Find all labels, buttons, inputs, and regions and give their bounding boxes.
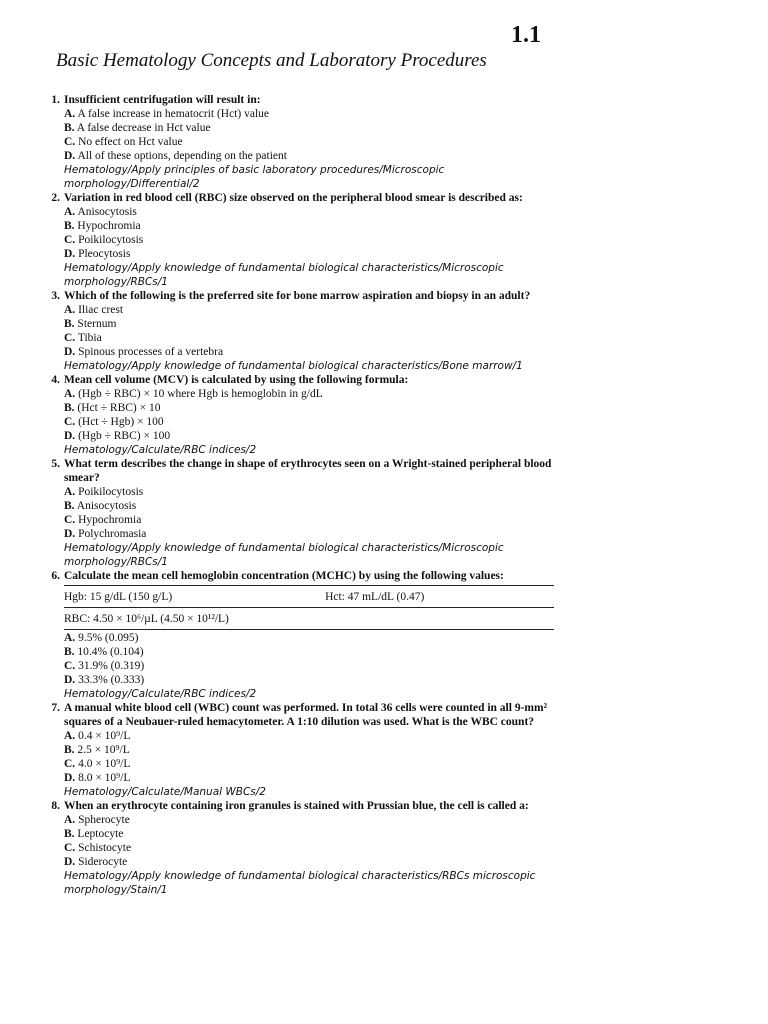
option-letter: C. [64, 416, 76, 428]
option-text: A false decrease in Hct value [76, 122, 211, 134]
option-letter: C. [64, 136, 76, 148]
question-item [40, 93, 560, 191]
value-hct: Hct: 47 mL/dL (0.47) [255, 586, 554, 608]
answer-option [64, 415, 560, 429]
question-item [40, 289, 560, 373]
option-letter: B. [64, 318, 75, 330]
question-stem: Mean cell volume (MCV) is calculated by using the following formula: [64, 374, 409, 386]
question-item [40, 191, 560, 289]
option-letter: A. [64, 632, 76, 644]
answer-option [64, 757, 560, 771]
answer-option [64, 135, 560, 149]
option-text: Spherocyte [78, 814, 130, 826]
answer-option [64, 205, 560, 219]
question-body [64, 799, 560, 897]
option-text: 10.4% (0.104) [77, 646, 144, 658]
option-text: (Hct ÷ Hgb) × 100 [78, 416, 164, 428]
option-letter: D. [64, 674, 76, 686]
option-text: 2.5 × 10⁹/L [77, 744, 130, 756]
option-text: A false increase in hematocrit (Hct) value [77, 108, 270, 120]
option-letter: D. [64, 248, 76, 260]
option-letter: C. [64, 514, 76, 526]
option-letter: D. [64, 772, 76, 784]
question-category: Hematology/Apply knowledge of fundamental biological characteristics/RBCs microscopic morphology/Stain/1 [64, 870, 536, 896]
question-body [64, 701, 560, 799]
answer-option [64, 317, 560, 331]
option-text: Iliac crest [78, 304, 124, 316]
option-letter: B. [64, 828, 75, 840]
option-text: Poikilocytosis [78, 234, 144, 246]
option-text: 33.3% (0.333) [78, 674, 145, 686]
option-text: Leptocyte [77, 828, 124, 840]
answer-option [64, 527, 560, 541]
answer-option [64, 303, 560, 317]
answer-option [64, 121, 560, 135]
question-body [64, 569, 560, 701]
option-text: Poikilocytosis [78, 486, 144, 498]
question-category: Hematology/Apply knowledge of fundamental biological characteristics/Microscopic morphology/RBCs/1 [64, 262, 504, 288]
answer-option [64, 485, 560, 499]
option-letter: C. [64, 660, 76, 672]
option-text: 0.4 × 10⁹/L [78, 730, 131, 742]
option-text: 31.9% (0.319) [78, 660, 145, 672]
option-letter: C. [64, 332, 76, 344]
option-text: Pleocytosis [78, 248, 131, 260]
option-text: 4.0 × 10⁹/L [78, 758, 131, 770]
question-item [40, 569, 560, 701]
question-list [40, 93, 560, 897]
answer-option [64, 827, 560, 841]
section-number: 1.1 [511, 22, 541, 48]
question-body [64, 191, 560, 289]
option-text: Schistocyte [78, 842, 132, 854]
option-letter: A. [64, 814, 76, 826]
option-letter: A. [64, 108, 76, 120]
answer-option [64, 387, 560, 401]
option-text: Anisocytosis [76, 500, 137, 512]
answer-option [64, 771, 560, 785]
question-body [64, 457, 560, 569]
option-letter: B. [64, 220, 75, 232]
question-number: 5. [51, 458, 60, 470]
option-letter: A. [64, 730, 76, 742]
question-body [64, 289, 560, 373]
option-letter: B. [64, 646, 75, 658]
question-number: 1. [51, 94, 60, 106]
option-text: (Hgb ÷ RBC) × 10 where Hgb is hemoglobin in g/dL [78, 388, 323, 400]
option-text: Siderocyte [78, 856, 128, 868]
answer-option [64, 331, 560, 345]
option-letter: B. [64, 402, 75, 414]
answer-option [64, 219, 560, 233]
answer-option [64, 345, 560, 359]
question-stem: What term describes the change in shape of erythrocytes seen on a Wright-stained peripheral blood smear? [64, 458, 552, 484]
answer-option [64, 107, 560, 121]
page-title: Basic Hematology Concepts and Laboratory Procedures [56, 50, 487, 71]
option-text: 8.0 × 10⁹/L [78, 772, 131, 784]
option-letter: C. [64, 842, 76, 854]
answer-option [64, 499, 560, 513]
question-number: 6. [51, 570, 60, 582]
question-stem: Insufficient centrifugation will result in: [64, 94, 261, 106]
option-text: (Hgb ÷ RBC) × 100 [78, 430, 171, 442]
value-hgb: Hgb: 15 g/dL (150 g/L) [64, 586, 255, 608]
option-text: Tibia [77, 332, 102, 344]
option-text: Hypochromia [77, 220, 141, 232]
answer-option [64, 813, 560, 827]
question-category: Hematology/Apply knowledge of fundamental biological characteristics/Microscopic morphology/RBCs/1 [64, 542, 504, 568]
answer-option [64, 659, 560, 673]
option-letter: A. [64, 206, 76, 218]
option-letter: B. [64, 500, 75, 512]
option-letter: C. [64, 758, 76, 770]
option-letter: D. [64, 528, 76, 540]
answer-option [64, 513, 560, 527]
option-text: Polychromasia [78, 528, 147, 540]
option-text: No effect on Hct value [78, 136, 183, 148]
value-rbc: RBC: 4.50 × 10⁶/µL (4.50 × 10¹²/L) [64, 608, 554, 630]
answer-option [64, 841, 560, 855]
question-category: Hematology/Apply knowledge of fundamental biological characteristics/Bone marrow/1 [64, 360, 523, 372]
question-number: 4. [51, 374, 60, 386]
answer-option [64, 149, 560, 163]
question-stem: A manual white blood cell (WBC) count was performed. In total 36 cells were counted in all 9-mm² squares of a Neubauer-ruled hemacytometer. A 1:10 dilution was used. What is the WBC count? [64, 702, 548, 728]
question-number: 7. [51, 702, 60, 714]
option-letter: C. [64, 234, 76, 246]
option-letter: A. [64, 304, 76, 316]
question-stem: Variation in red blood cell (RBC) size observed on the peripheral blood smear is described as: [64, 192, 523, 204]
answer-option [64, 855, 560, 869]
question-number: 8. [51, 800, 60, 812]
option-text: Sternum [77, 318, 117, 330]
question-body [64, 93, 560, 191]
option-letter: D. [64, 150, 76, 162]
option-text: All of these options, depending on the patient [77, 150, 287, 162]
question-item [40, 799, 560, 897]
question-stem: Which of the following is the preferred site for bone marrow aspiration and biopsy in an adult? [64, 290, 531, 302]
question-number: 2. [51, 192, 60, 204]
question-category: Hematology/Calculate/RBC indices/2 [64, 688, 257, 700]
option-letter: A. [64, 388, 76, 400]
answer-option [64, 645, 560, 659]
question-category: Hematology/Calculate/RBC indices/2 [64, 444, 257, 456]
question-category: Hematology/Apply principles of basic laboratory procedures/Microscopic morphology/Differential/2 [64, 164, 445, 190]
option-letter: A. [64, 486, 76, 498]
option-text: Anisocytosis [77, 206, 137, 218]
option-text: (Hct ÷ RBC) × 10 [77, 402, 161, 414]
question-number: 3. [51, 290, 60, 302]
question-category: Hematology/Calculate/Manual WBCs/2 [64, 786, 266, 798]
answer-option [64, 743, 560, 757]
option-letter: D. [64, 430, 76, 442]
answer-option [64, 401, 560, 415]
answer-option [64, 729, 560, 743]
option-letter: D. [64, 346, 76, 358]
option-text: Hypochromia [78, 514, 142, 526]
option-letter: B. [64, 744, 75, 756]
question-item [40, 457, 560, 569]
question-stem: When an erythrocyte containing iron granules is stained with Prussian blue, the cell is called a: [64, 800, 529, 812]
option-text: 9.5% (0.095) [78, 632, 139, 644]
question-stem: Calculate the mean cell hemoglobin concentration (MCHC) by using the following values: [64, 570, 504, 582]
option-text: Spinous processes of a vertebra [78, 346, 224, 358]
option-letter: B. [64, 122, 75, 134]
question-item [40, 373, 560, 457]
question-item [40, 701, 560, 799]
given-values-table [64, 585, 554, 630]
question-body [64, 373, 560, 457]
answer-option [64, 429, 560, 443]
answer-option [64, 247, 560, 261]
answer-option [64, 673, 560, 687]
answer-option [64, 631, 560, 645]
option-letter: D. [64, 856, 76, 868]
answer-option [64, 233, 560, 247]
